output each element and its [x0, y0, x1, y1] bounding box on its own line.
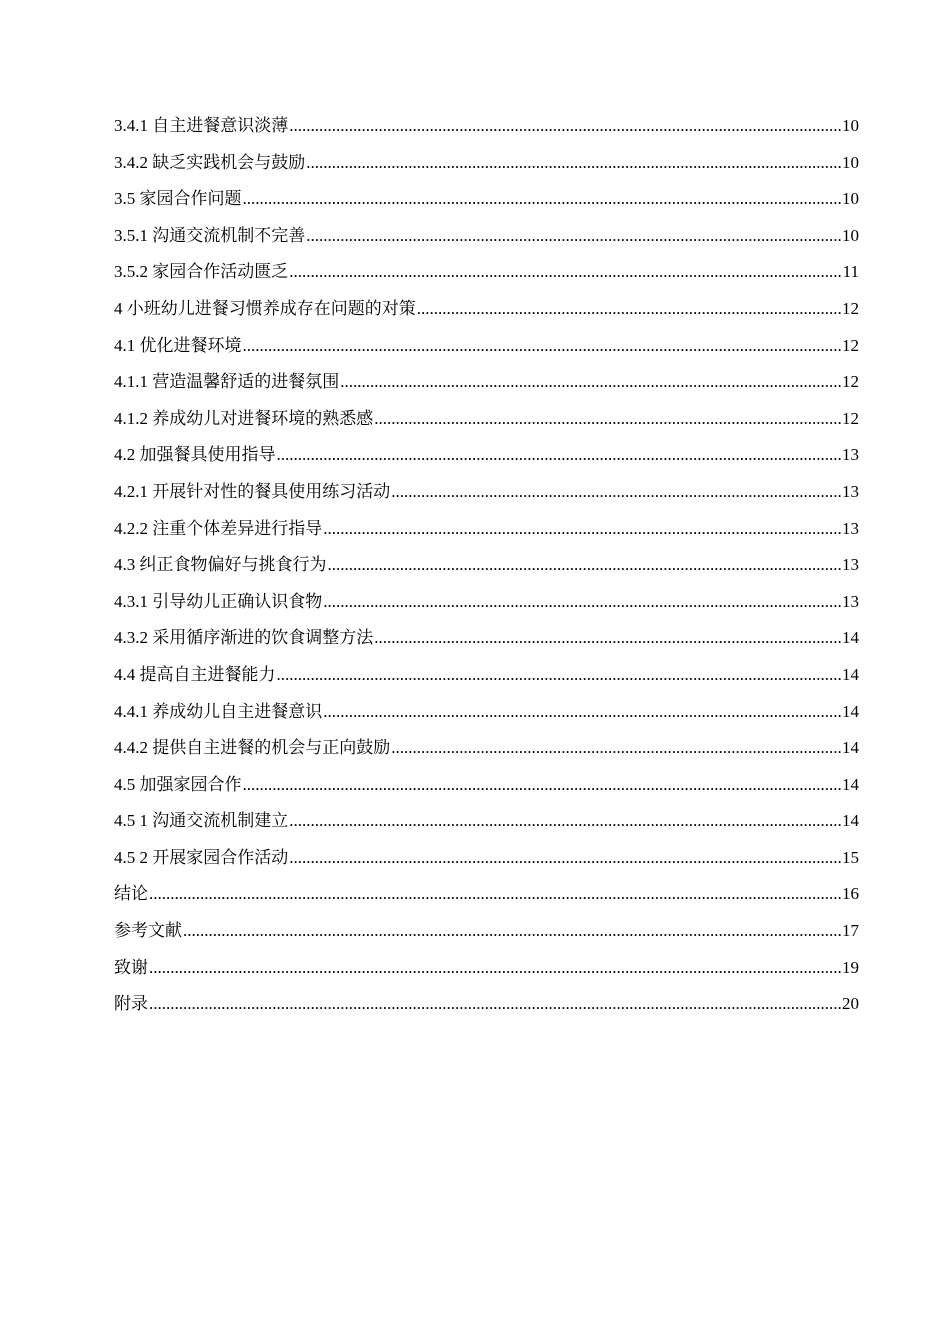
toc-dot-leader	[374, 401, 841, 438]
toc-entry-title: 参考文献	[114, 921, 182, 941]
toc-dot-leader	[243, 328, 842, 365]
toc-entry-page: 14	[842, 774, 859, 794]
toc-dot-leader	[323, 694, 841, 731]
toc-entry-title: 3.4.2 缺乏实践机会与鼓励	[114, 152, 306, 172]
toc-entry[interactable]	[114, 254, 859, 291]
toc-entry-page: 13	[842, 481, 859, 501]
toc-entry[interactable]	[114, 218, 859, 255]
toc-entry[interactable]	[114, 876, 859, 913]
toc-entry[interactable]	[114, 840, 859, 877]
toc-entry-title: 结论	[114, 884, 148, 904]
toc-dot-leader	[277, 657, 842, 694]
toc-entry-page: 13	[842, 555, 859, 575]
toc-entry[interactable]	[114, 694, 859, 731]
toc-dot-leader	[289, 840, 841, 877]
toc-dot-leader	[243, 767, 842, 804]
toc-entry-page: 19	[842, 957, 859, 977]
toc-dot-leader	[306, 145, 841, 182]
toc-entry-title: 4.1.1 营造温馨舒适的进餐氛围	[114, 372, 340, 392]
toc-entry-title: 4.2.1 开展针对性的餐具使用练习活动	[114, 481, 391, 501]
toc-entry-page: 15	[842, 847, 859, 867]
toc-entry-title: 3.4.1 自主进餐意识淡薄	[114, 116, 289, 135]
toc-dot-leader	[149, 876, 841, 913]
toc-entry-page: 12	[842, 335, 859, 355]
toc-entry-page: 12	[842, 372, 859, 392]
toc-entry-page: 10	[842, 152, 859, 172]
toc-dot-leader	[243, 181, 842, 218]
toc-dot-leader	[289, 803, 841, 840]
toc-entry-page: 14	[842, 664, 859, 684]
toc-entry-title: 致谢	[114, 957, 148, 977]
toc-dot-leader	[149, 950, 841, 987]
toc-entry-title: 4.4 提高自主进餐能力	[114, 664, 276, 684]
toc-dot-leader	[277, 437, 842, 474]
toc-entry[interactable]	[114, 108, 859, 145]
toc-entry-title: 4.5 1 沟通交流机制建立	[114, 811, 289, 831]
toc-entry[interactable]	[114, 364, 859, 401]
toc-dot-leader	[374, 620, 841, 657]
toc-entry-title: 4.3 纠正食物偏好与挑食行为	[114, 555, 327, 575]
toc-dot-leader	[323, 584, 841, 621]
toc-entry-title: 4.1.2 养成幼儿对进餐环境的熟悉感	[114, 408, 374, 428]
toc-dot-leader	[183, 913, 841, 950]
toc-entry[interactable]	[114, 730, 859, 767]
toc-entry[interactable]	[114, 181, 859, 218]
toc-dot-leader	[149, 986, 841, 1023]
toc-dot-leader	[391, 730, 841, 767]
toc-entry-page: 17	[842, 921, 859, 941]
toc-entry-page: 10	[842, 116, 859, 135]
toc-dot-leader	[323, 511, 841, 548]
toc-entry-title: 4.1 优化进餐环境	[114, 335, 242, 355]
toc-entry-page: 13	[842, 518, 859, 538]
toc-dot-leader	[417, 291, 841, 328]
toc-dot-leader	[391, 474, 841, 511]
toc-entry-page: 11	[842, 262, 859, 282]
toc-entry-page: 14	[842, 701, 859, 721]
toc-entry-title: 4 小班幼儿进餐习惯养成存在问题的对策	[114, 298, 416, 318]
toc-entry-title: 4.3.1 引导幼儿正确认识食物	[114, 591, 323, 611]
toc-entry[interactable]	[114, 145, 859, 182]
toc-entry[interactable]	[114, 547, 859, 584]
toc-dot-leader	[306, 218, 841, 255]
toc-entry[interactable]	[114, 657, 859, 694]
toc-entry[interactable]	[114, 913, 859, 950]
toc-dot-leader	[289, 254, 841, 291]
toc-entry[interactable]	[114, 328, 859, 365]
toc-entry-page: 14	[842, 811, 859, 831]
toc-entry-title: 附录	[114, 994, 148, 1014]
toc-entry[interactable]	[114, 511, 859, 548]
toc-entry-page: 13	[842, 445, 859, 465]
toc-entry-page: 20	[842, 994, 859, 1014]
toc-entry[interactable]	[114, 291, 859, 328]
toc-entry[interactable]	[114, 620, 859, 657]
toc-entry[interactable]	[114, 401, 859, 438]
toc-dot-leader	[328, 547, 842, 584]
toc-entry-page: 10	[842, 225, 859, 245]
toc-dot-leader	[289, 108, 841, 145]
toc-dot-leader	[340, 364, 841, 401]
toc-entry-page: 14	[842, 738, 859, 758]
toc-entry[interactable]	[114, 950, 859, 987]
toc-entry-title: 3.5 家园合作问题	[114, 189, 242, 209]
toc-entry-page: 14	[842, 628, 859, 648]
toc-entry-page: 10	[842, 189, 859, 209]
toc-entry-page: 12	[842, 408, 859, 428]
toc-entry[interactable]	[114, 584, 859, 621]
toc-entry-page: 12	[842, 298, 859, 318]
toc-entry[interactable]	[114, 767, 859, 804]
toc-entry-title: 3.5.2 家园合作活动匮乏	[114, 262, 289, 282]
toc-entry-title: 4.3.2 采用循序渐进的饮食调整方法	[114, 628, 374, 648]
toc-entry-title: 4.5 2 开展家园合作活动	[114, 847, 289, 867]
toc-entry-title: 4.5 加强家园合作	[114, 774, 242, 794]
toc-entry[interactable]	[114, 474, 859, 511]
toc-entry-title: 4.2.2 注重个体差异进行指导	[114, 518, 323, 538]
table-of-contents	[114, 108, 859, 1023]
toc-entry[interactable]	[114, 803, 859, 840]
toc-entry-title: 4.2 加强餐具使用指导	[114, 445, 276, 465]
toc-entry-page: 16	[842, 884, 859, 904]
toc-entry[interactable]	[114, 986, 859, 1023]
toc-entry-title: 4.4.2 提供自主进餐的机会与正向鼓励	[114, 738, 391, 758]
toc-entry-title: 3.5.1 沟通交流机制不完善	[114, 225, 306, 245]
toc-entry-page: 13	[842, 591, 859, 611]
toc-entry-title: 4.4.1 养成幼儿自主进餐意识	[114, 701, 323, 721]
toc-entry[interactable]	[114, 437, 859, 474]
